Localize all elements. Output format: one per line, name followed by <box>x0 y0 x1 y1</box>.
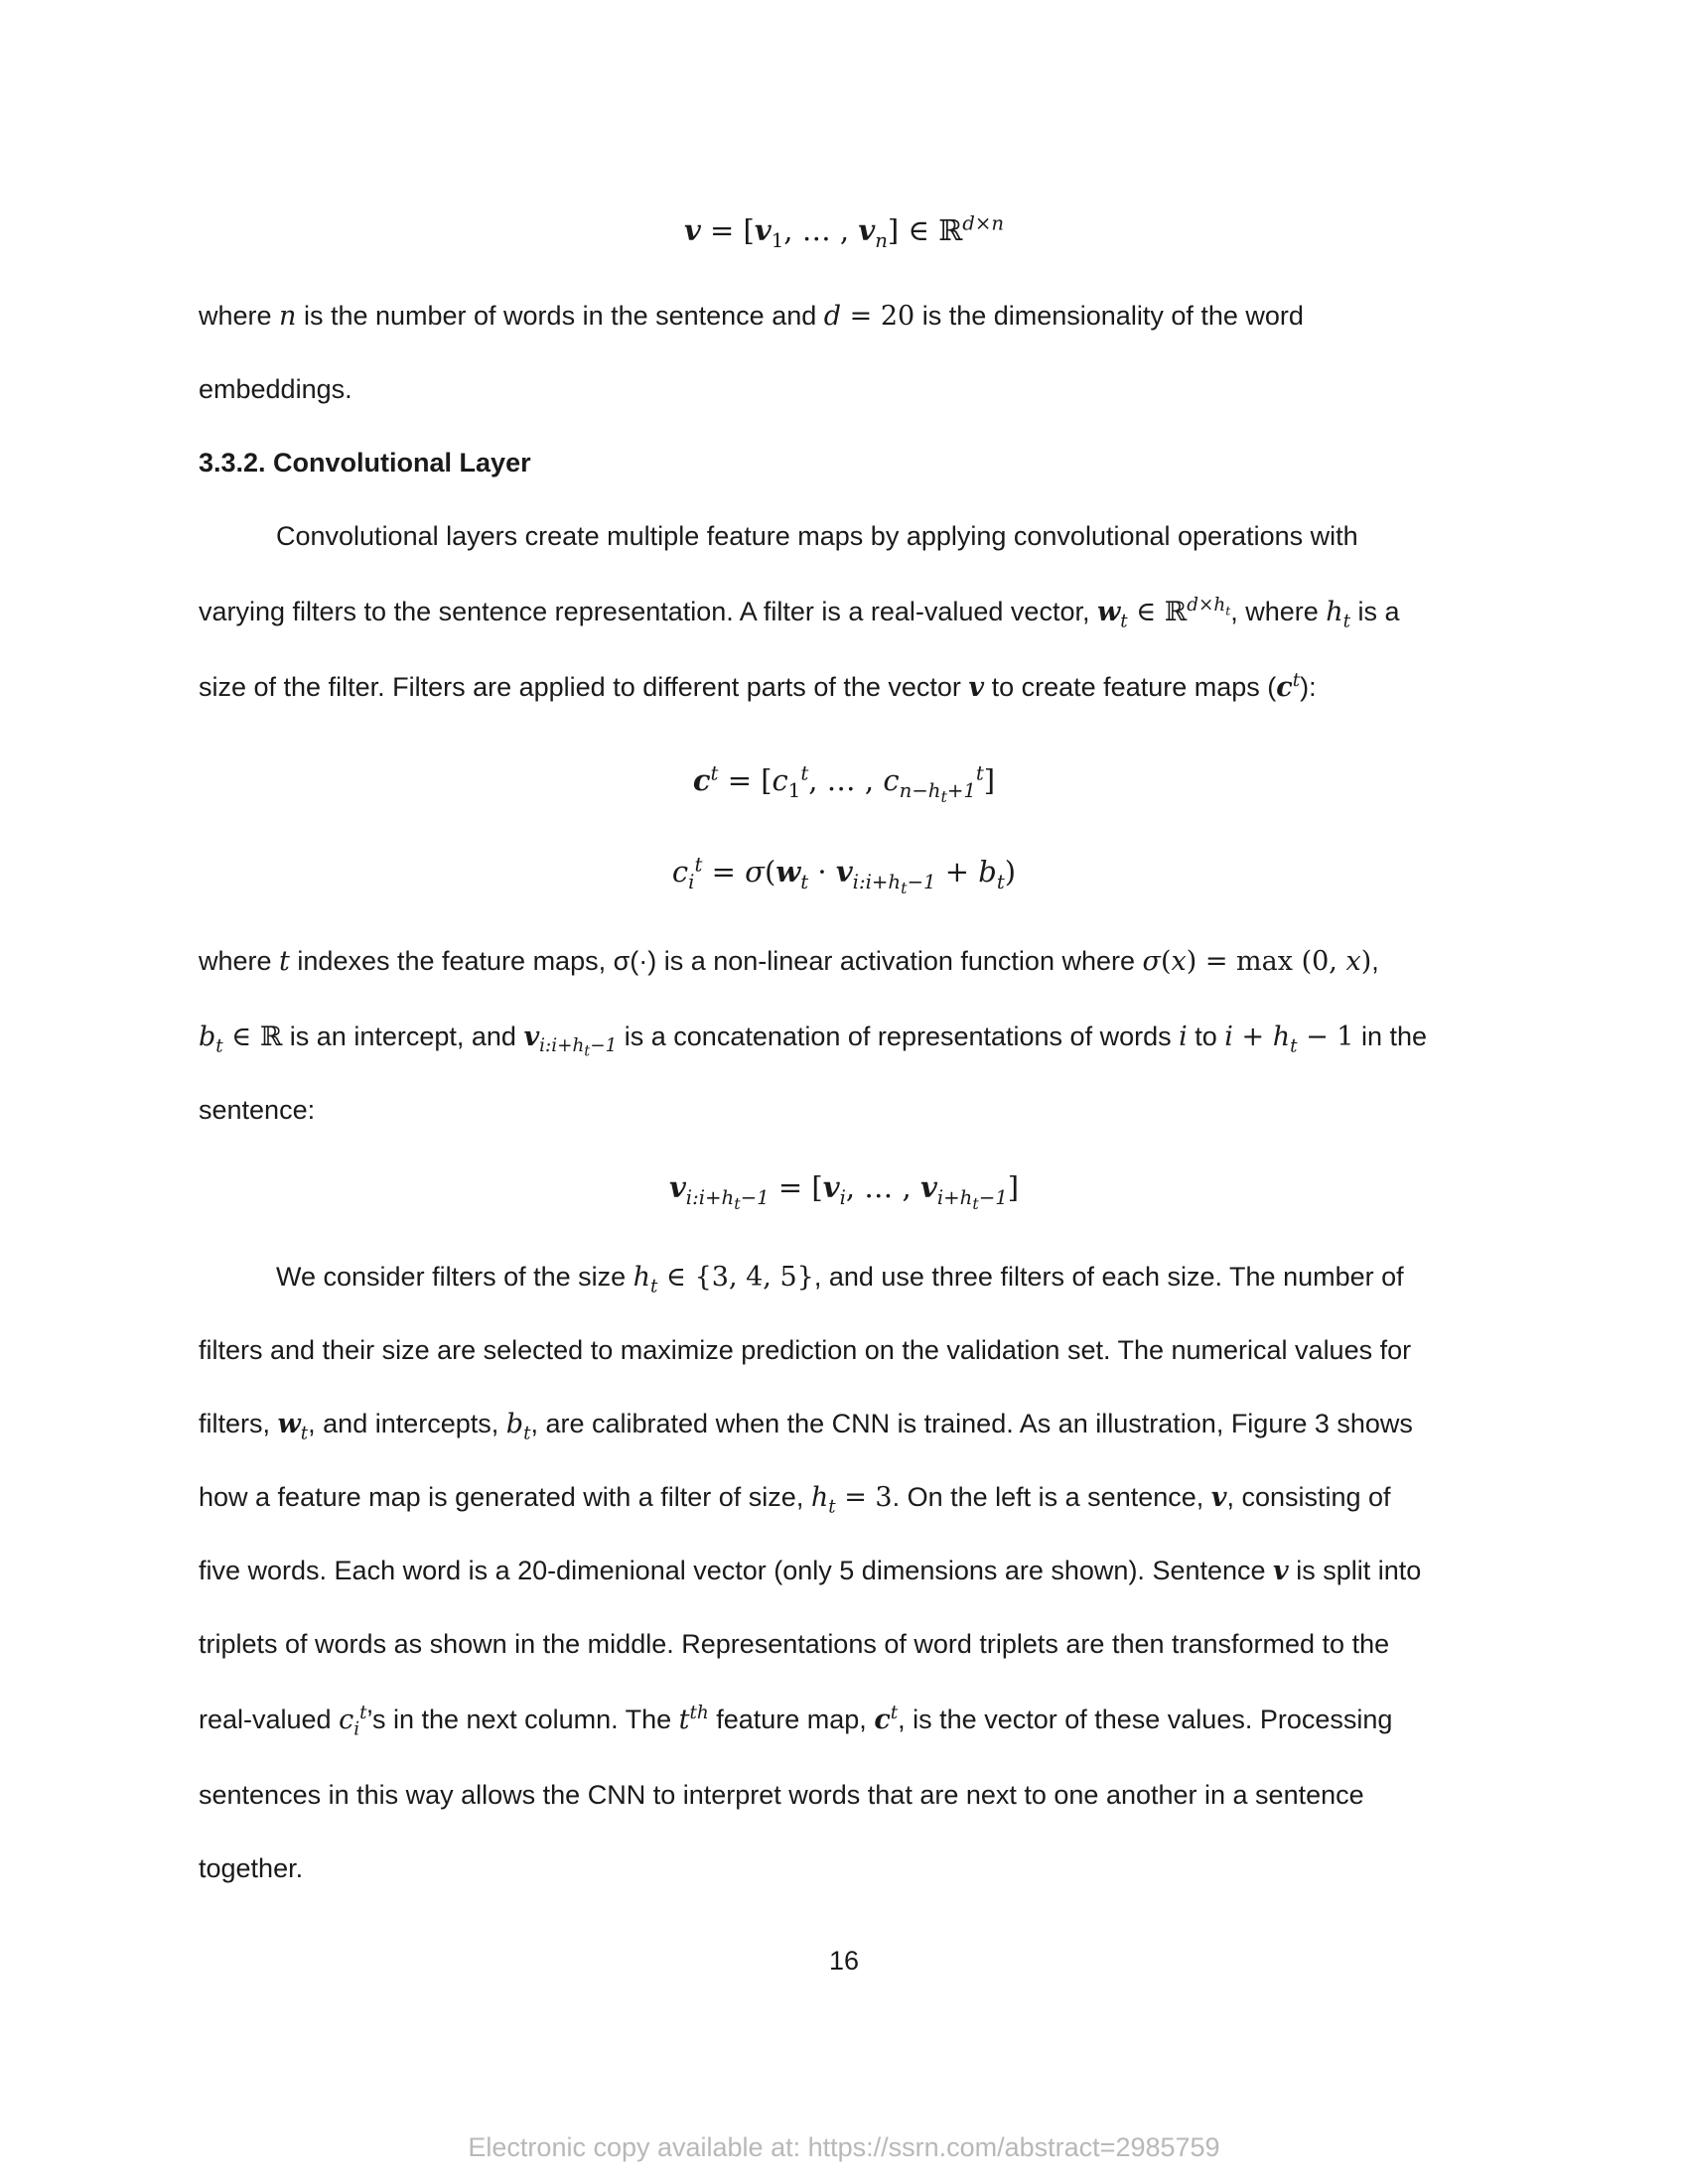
paragraph-line: varying filters to the sentence representation. A filter is a real-valued vector, $w_t$ ∈ ℝ$^{d\times h_t}$, where $h_t$ is a <box>199 595 1400 632</box>
text-run: in the <box>1353 1022 1428 1051</box>
paragraph-line: where t indexes the feature maps, σ(·) is a non-linear activation function where σ(x) = max (0, x), <box>199 946 1379 977</box>
text-run: , where <box>1230 597 1327 626</box>
paragraph-line: how a feature map is generated with a filter of size, $h_t = 3$. On the left is a sentence, v, consisting of <box>199 1482 1391 1518</box>
text-run: where <box>199 946 280 976</box>
text-run: is the dimensionality of the word <box>914 301 1304 331</box>
paragraph-line: sentences in this way allows the CNN to interpret words that are next to one another in a sentence <box>199 1780 1364 1810</box>
paragraph-line: embeddings. <box>199 374 352 404</box>
section-heading: 3.3.2. Convolutional Layer <box>199 448 531 478</box>
paragraph-line: real-valued $c_i^t’s$ in the next column. The $t^{th}$ feature map, $c^t$, is the vector of these values. Processing <box>199 1703 1393 1740</box>
text-run: is split into <box>1288 1556 1422 1585</box>
ssrn-footer: Electronic copy available at: https://ssrn.com/abstract=2985759 <box>468 2132 1220 2162</box>
text-run: real-valued <box>199 1705 340 1734</box>
text-run: . On the left is a sentence, <box>892 1482 1211 1512</box>
text-run: ’s in the next column. The <box>366 1705 679 1734</box>
paragraph-line: sentence: <box>199 1095 316 1125</box>
text-run: filters, <box>199 1409 278 1438</box>
paragraph-line: together. <box>199 1853 304 1883</box>
text-run: feature map, <box>708 1705 875 1734</box>
paragraph-line: filters and their size are selected to maximize prediction on the validation set. The numerical values for <box>199 1335 1412 1365</box>
paragraph-line: We consider filters of the size $h_t$ ∈ {3, 4, 5}, and use three filters of each size. The number of <box>276 1262 1404 1297</box>
text-run: , is the vector of these values. Processing <box>898 1705 1393 1734</box>
equation-word-matrix: $v = [v_1$, … , $v_n$] ∈ ℝ$^{d\times n}$ <box>683 211 1005 252</box>
text-run: how a feature map is generated with a filter of size, <box>199 1482 811 1512</box>
text-run: We consider filters of the size <box>276 1262 633 1292</box>
text-run: varying filters to the sentence representation. A filter is a real-valued vector, <box>199 597 1097 626</box>
text-run: where <box>199 301 280 331</box>
text-run: , <box>1371 946 1379 976</box>
paragraph-line: where n is the number of words in the sentence and d = 20 is the dimensionality of the word <box>199 301 1304 332</box>
text-run: is an intercept, and <box>282 1022 524 1051</box>
paragraph-line: triplets of words as shown in the middle. Representations of word triplets are then transformed to the <box>199 1629 1390 1659</box>
equation-feature-map: $c^t = [c_1^t$, … , $c_{n-h_t+1}^t$] <box>692 761 996 806</box>
text-run: to <box>1187 1022 1225 1051</box>
text-run: size of the filter. Filters are applied to different parts of the vector <box>199 672 969 702</box>
paragraph-line: five words. Each word is a 20-dimenional vector (only 5 dimensions are shown). Sentence v is split into <box>199 1556 1422 1586</box>
paragraph-line: size of the filter. Filters are applied to different parts of the vector v to create feature maps $(c^t)$: <box>199 670 1317 703</box>
text-run: is a <box>1350 597 1400 626</box>
text-run: is the number of words in the sentence and <box>296 301 824 331</box>
text-run: five words. Each word is a 20-dimenional vector (only 5 dimensions are shown). Sentence <box>199 1556 1274 1585</box>
paragraph-line: Convolutional layers create multiple feature maps by applying convolutional operations with <box>276 521 1358 551</box>
text-run: ): <box>1300 672 1317 702</box>
text-run: , and use three filters of each size. The number of <box>813 1262 1404 1292</box>
paragraph-line: filters, $w_t$, and intercepts, $b_t$, are calibrated when the CNN is trained. As an illustration, Figure 3 shows <box>199 1409 1413 1444</box>
text-run: indexes the feature maps, σ(·) is a non-linear activation function where <box>289 946 1143 976</box>
text-run: , are calibrated when the CNN is trained. As an illustration, Figure 3 shows <box>530 1409 1413 1438</box>
equation-activation: $c_i^t = \sigma(w_t \cdot v_{i:i+h_t-1} + b_t)$ <box>671 853 1017 897</box>
text-run: is a concatenation of representations of words <box>617 1022 1180 1051</box>
text-run: , and intercepts, <box>308 1409 506 1438</box>
equation-concatenation: $v_{i:i+h_t-1} = [v_i$, … , $v_{i+h_t-1}$] <box>668 1170 1020 1213</box>
paragraph-line: $b_t$ ∈ ℝ is an intercept, and $v_{i:i+h_t-1}$ is a concatenation of representations of words i to $i + h_t - 1$ in the <box>199 1022 1428 1061</box>
text-run: to create feature maps ( <box>984 672 1277 702</box>
page-number: 16 <box>828 1946 860 1976</box>
text-run: , consisting of <box>1226 1482 1391 1512</box>
